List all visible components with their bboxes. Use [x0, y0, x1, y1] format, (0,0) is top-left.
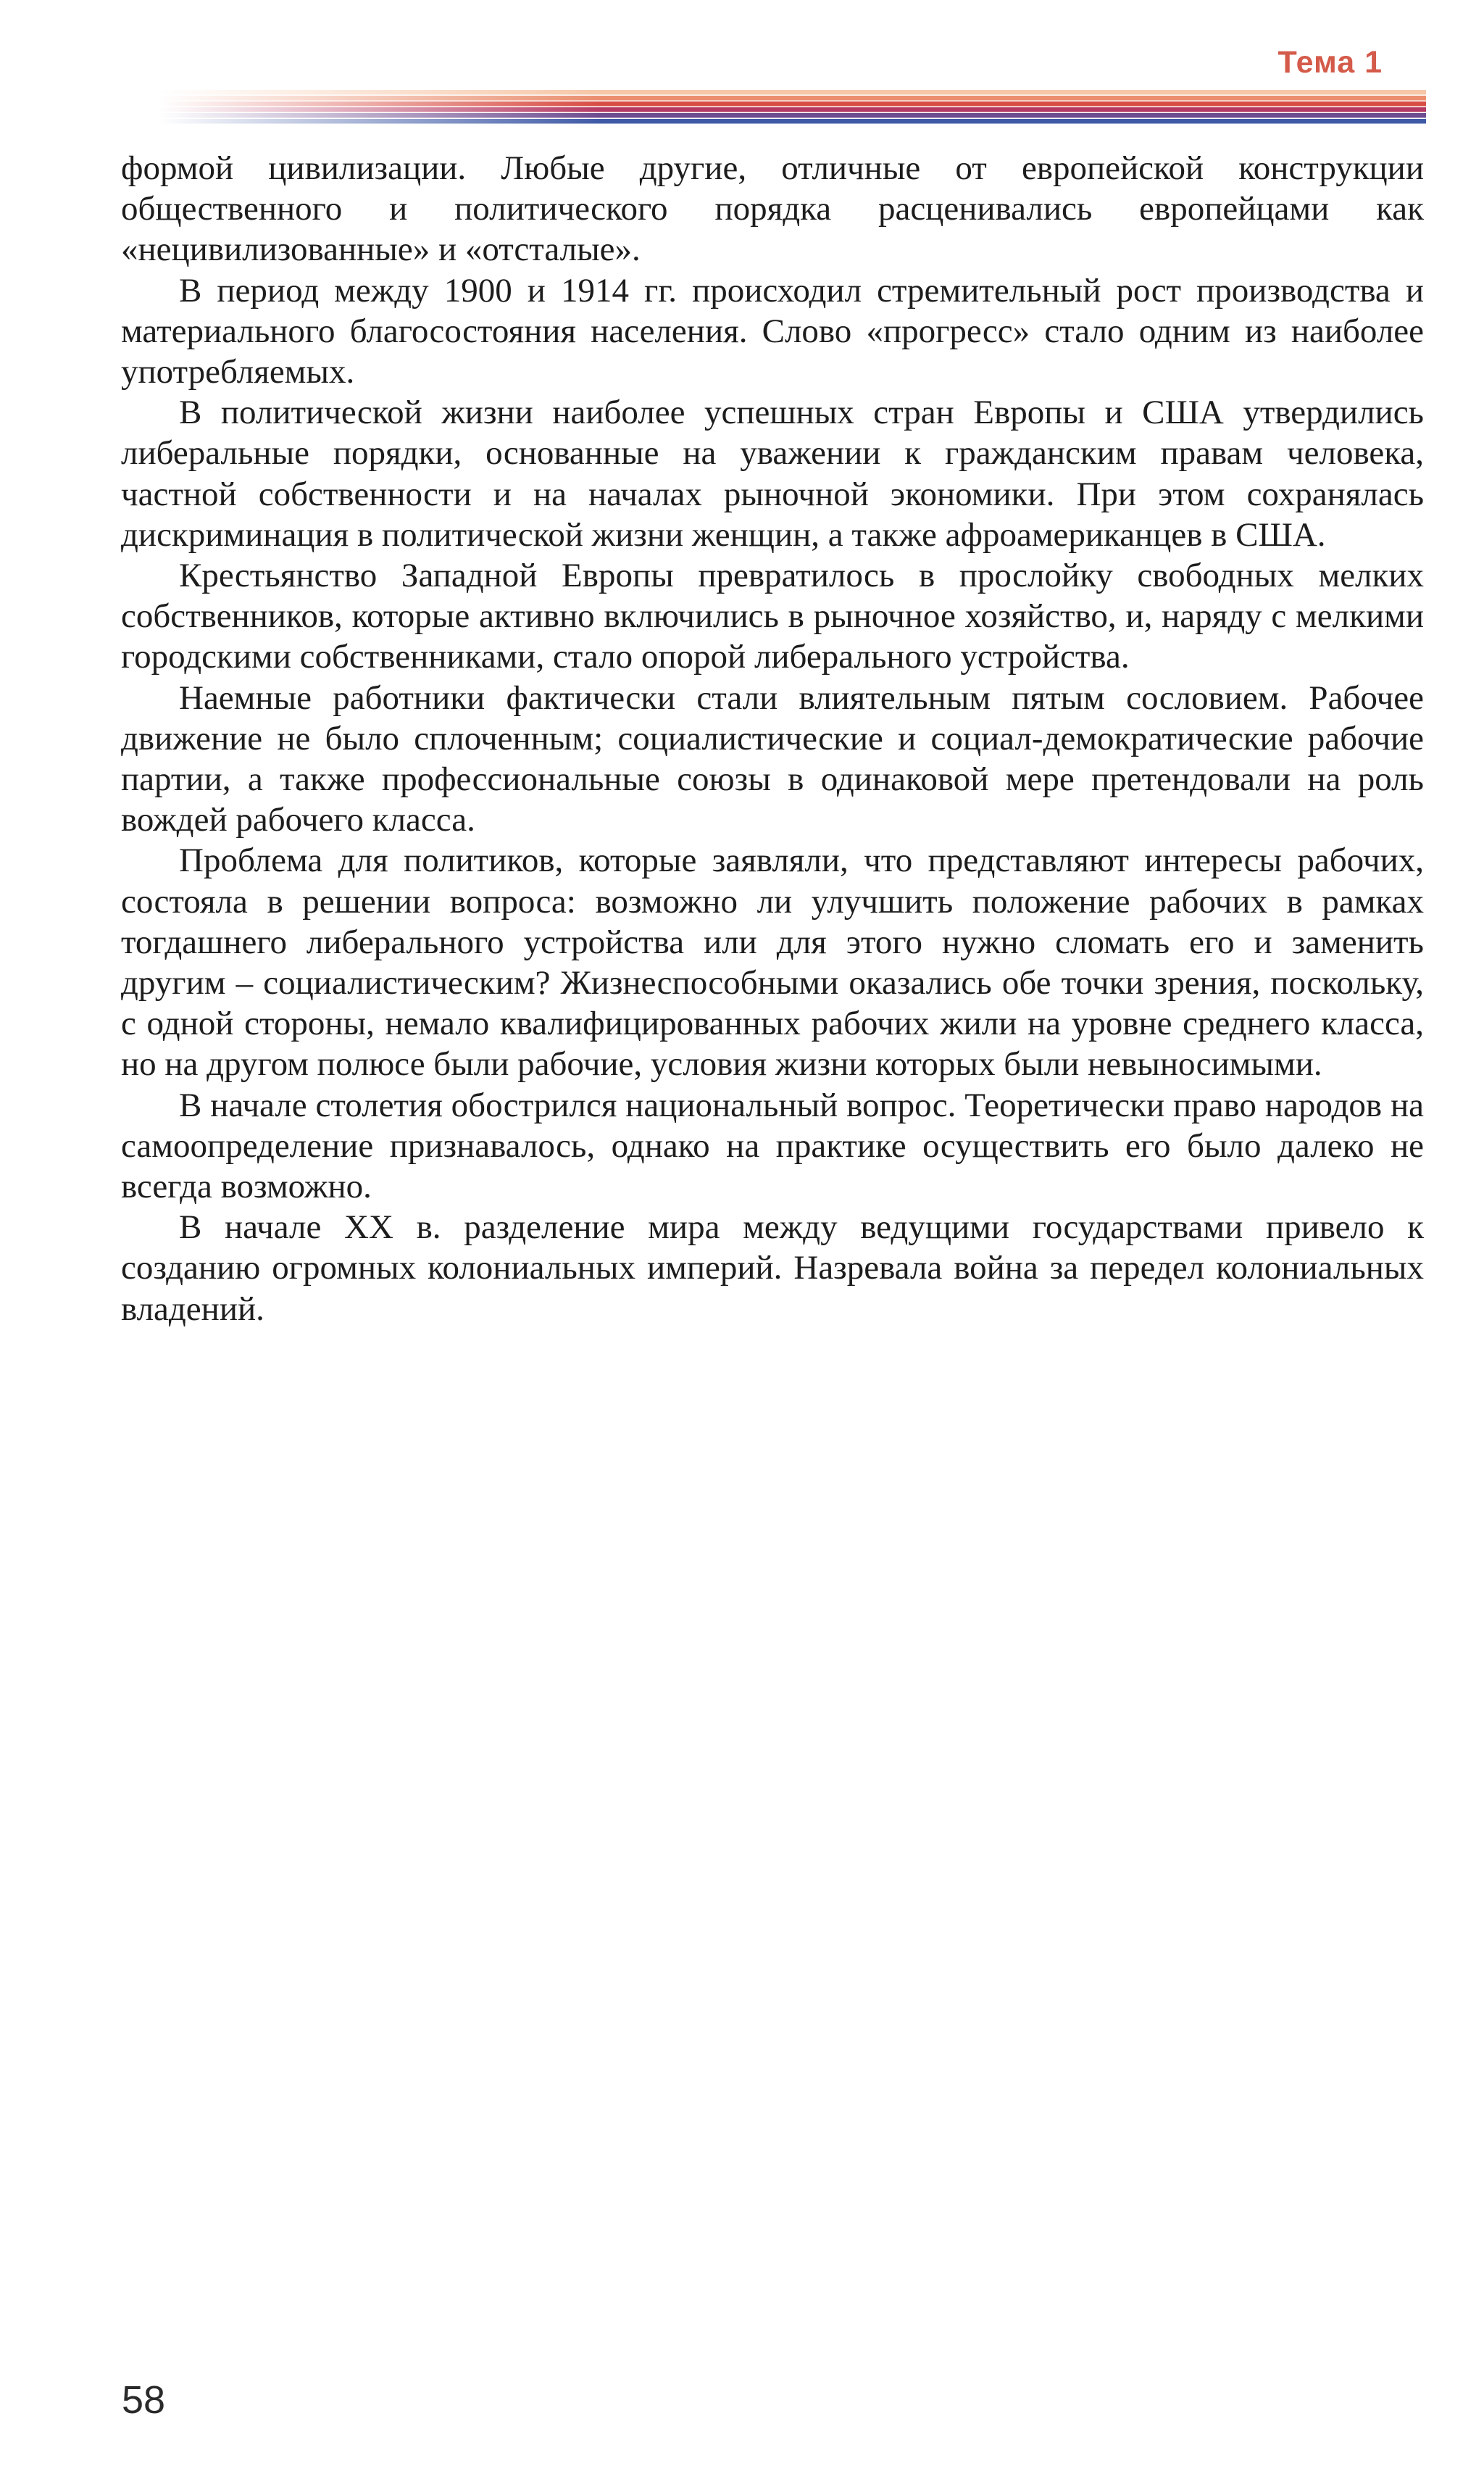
paragraph-4: Крестьянство Западной Европы превратилось в прослойку свободных мелких собственников, которые активно включились в рыночное хозяйство, и, наряду с мелкими городскими собственниками, стало опорой либерального устройства.	[121, 557, 1424, 676]
page-number: 58	[122, 2378, 166, 2422]
paragraph-5: Наемные работники фактически стали влиятельным пятым сословием. Рабочее движение не было сплоченным; социалистические и социал-демократические рабочие партии, а также профессиональные союзы в одинаковой мере претендовали на роль вождей рабочего класса.	[121, 678, 1424, 839]
paragraph-7: В начале столетия обострился национальный вопрос. Теоретически право народов на самоопределение признавалось, однако на практике осуществить его было далеко не всегда возможно.	[121, 1086, 1424, 1206]
main-text	[121, 148, 1424, 1329]
header-stripes-graphic	[159, 90, 1426, 125]
paragraph-6: Проблема для политиков, которые заявляли, что представляют интересы рабочих, состояла в решении вопроса: возможно ли улучшить положение рабочих в рамках тогдашнего либерального устройства или для этого нужно сломать его и заменить другим – социалистическим? Жизнеспособными оказались обе точки зрения, поскольку, с одной стороны, немало квалифицированных рабочих жили на уровне среднего класса, но на другом полюсе были рабочие, условия жизни которых были невыносимыми.	[121, 842, 1424, 1084]
paragraph-3: В политической жизни наиболее успешных стран Европы и США утвердились либеральные порядки, основанные на уважении к гражданским правам человека, частной собственности и на началах рыночной экономики. При этом сохранялась дискриминация в политической жизни женщин, а также афроамериканцев в США.	[121, 394, 1424, 554]
paragraph-8: В начале XX в. разделение мира между ведущими государствами привело к созданию огромных колониальных империй. Назревала война за передел колониальных владений.	[121, 1208, 1424, 1328]
section-header-label: Тема 1	[1277, 45, 1383, 80]
paragraph-2: В период между 1900 и 1914 гг. происходил стремительный рост производства и материального благосостояния населения. Слово «прогресс» стало одним из наиболее употребляемых.	[121, 271, 1424, 391]
paragraph-1: формой цивилизации. Любые другие, отличные от европейской конструкции общественного и политического порядка расценивались европейцами как «нецивилизованные» и «отсталые».	[121, 149, 1424, 269]
header-decorative-rule	[159, 90, 1426, 125]
